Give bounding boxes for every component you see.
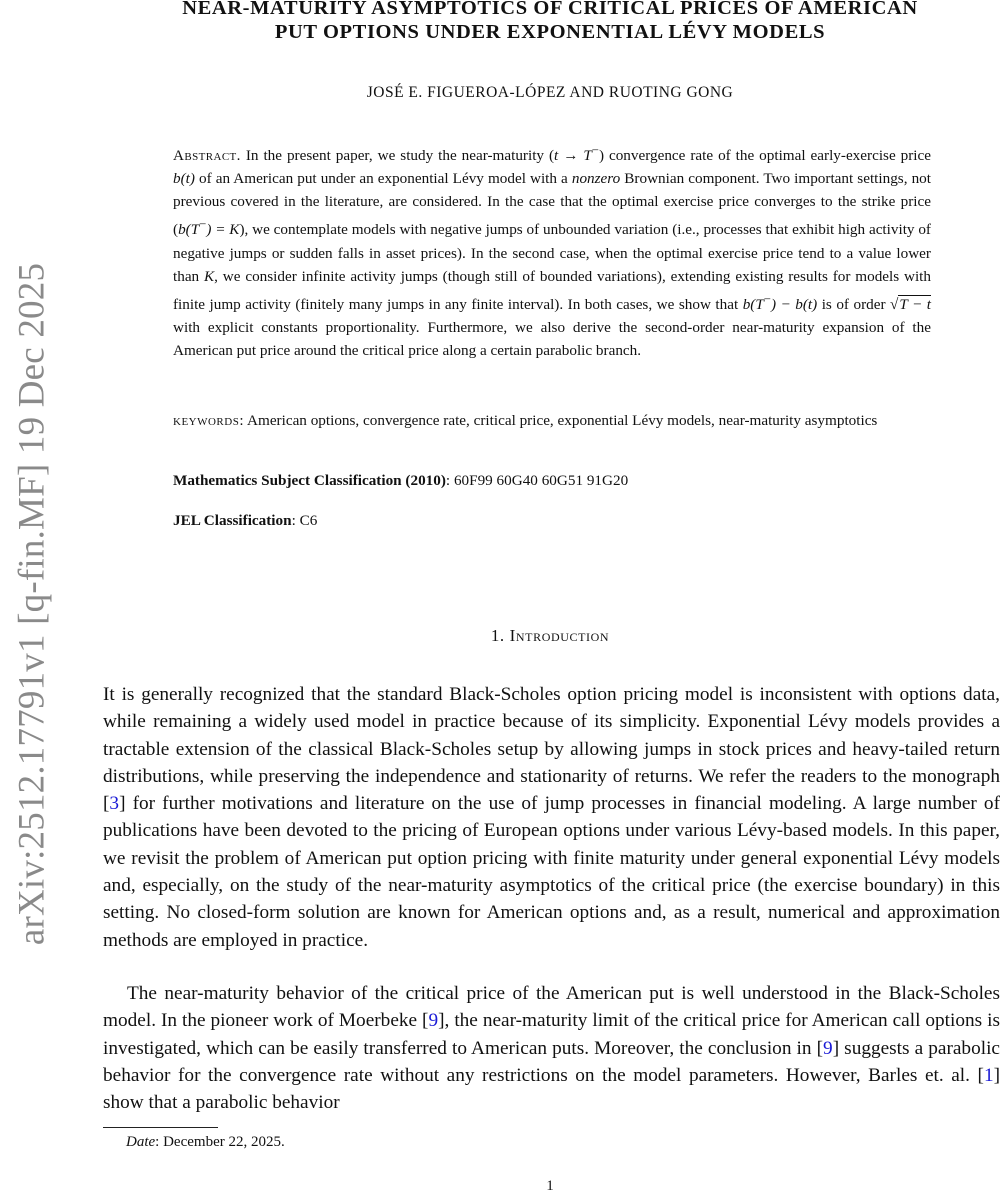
footnote-label: Date <box>126 1134 156 1150</box>
msc-classification <box>173 472 931 490</box>
paragraph-2 <box>103 980 1000 1116</box>
authors: JOSÉ E. FIGUEROA-LÓPEZ AND RUOTING GONG <box>366 84 734 101</box>
jel-value: : C6 <box>291 512 318 529</box>
citation-link[interactable]: 1 <box>983 1064 994 1086</box>
paragraph-text: It is generally recognized that the standard Black-Scholes option pricing model is inconsistent with options data, while remaining a widely used model in practice because of its simplicity. Exponential Lévy models provides a tractable extension of the classical Black-Scholes setup by allowing jumps in stock prices and heavy-tailed return distributions, while preserving the independence and stationarity of returns. We refer the readers to the monograph [ <box>103 684 1000 815</box>
msc-value: : 60F99 60G40 60G51 91G20 <box>445 472 629 489</box>
abstract-heading: Abstract. <box>173 147 241 165</box>
page-number: 1 <box>546 1178 554 1194</box>
title-line-2: PUT OPTIONS UNDER EXPONENTIAL LÉVY MODELS <box>274 21 826 43</box>
abstract-text: with explicit constants proportionality. Furthermore, we also derive the second-order near-maturity expansion of the American put price around the critical price along a certain parabolic branch. <box>173 318 931 359</box>
emphasis: nonzero <box>571 170 621 188</box>
section-heading <box>100 626 1000 646</box>
msc-label: Mathematics Subject Classification (2010) <box>173 472 446 489</box>
paragraph-text: ] show that a parabolic behavior <box>103 1064 1000 1114</box>
paper-title <box>100 0 1000 44</box>
abstract <box>173 139 931 362</box>
paragraph-text: ], the near-maturity limit of the critical price for American call options is investigated, which can be easily transferred to American puts. Moreover, the conclusion in [ <box>103 1010 1000 1059</box>
footnote-value: : December 22, 2025. <box>155 1134 285 1150</box>
abstract-text: of an American put under an exponential Lévy model with a <box>194 170 572 188</box>
math: b(t) <box>173 170 195 188</box>
citation-link[interactable]: 3 <box>109 793 120 815</box>
math: b(T <box>742 295 764 313</box>
math: ) − b(t) <box>770 295 818 313</box>
paragraph-1 <box>103 681 1000 954</box>
footnote-date <box>126 1134 285 1151</box>
math: t → T <box>554 147 592 165</box>
section-title: Introduction <box>509 626 610 645</box>
math: K <box>204 267 215 285</box>
math-sup: − <box>763 291 771 306</box>
jel-label: JEL Classification <box>173 512 292 529</box>
math-sup: − <box>199 217 207 232</box>
math-sqrt: T − t <box>899 295 931 313</box>
paragraph-text: The near-maturity behavior of the critical price of the American put is well understood in the Black-Scholes model. In the pioneer work of Moerbeke [ <box>103 983 1000 1032</box>
citation-link[interactable]: 9 <box>823 1037 833 1059</box>
citation-link[interactable]: 9 <box>428 1010 439 1032</box>
abstract-text: , we consider infinite activity jumps (though still of bounded variations), extending existing results for models with finite jump activity (finitely many jumps in any finite interval). In both cases, we show that <box>173 267 931 313</box>
abstract-text: ), we contemplate models with negative jumps of unbounded variation (i.e., processes that exhibit high activity of negative jumps or sudden falls in asset prices). In the second case, when the optimal exercise price tend to a value lower than <box>173 221 931 285</box>
keywords-text: American options, convergence rate, critical price, exponential Lévy models, near-maturity asymptotics <box>247 412 878 429</box>
math: ) = K <box>206 221 240 239</box>
keywords-heading: keywords: <box>173 412 245 429</box>
math-sup: − <box>591 143 599 157</box>
abstract-text: is of order √ <box>817 295 899 313</box>
paragraph-text: ] suggests a parabolic behavior for the convergence rate without any restrictions on the model parameters. However, Barles et. al. [ <box>103 1037 1000 1086</box>
title-line-1: NEAR-MATURITY ASYMPTOTICS OF CRITICAL PRICES OF AMERICAN <box>182 0 918 19</box>
footnote-rule <box>103 1127 218 1128</box>
math: b(T <box>178 221 200 239</box>
abstract-text: ) convergence rate of the optimal early-exercise price <box>598 147 931 165</box>
section-number: 1. <box>490 626 505 645</box>
jel-classification <box>173 512 931 530</box>
paragraph-text: ] for further motivations and literature on the use of jump processes in financial modeling. A large number of publications have been devoted to the pricing of European options under various Lévy-based models. In this paper, we revisit the problem of American put option pricing with finite maturity under general exponential Lévy models and, especially, on the study of the near-maturity asymptotics of the critical price (the exercise boundary) in this setting. No closed-form solution are known for American options and, as a result, numerical and approximation methods are employed in practice. <box>103 793 1000 951</box>
keywords <box>173 409 931 432</box>
abstract-text: In the present paper, we study the near-maturity ( <box>245 147 555 165</box>
abstract-text: Brownian component. Two important settings, not previous covered in the literature, are considered. In the case that the optimal exercise price converges to the strike price ( <box>173 170 931 239</box>
arxiv-identifier-stamp: arXiv:2512.17791v1 [q-fin.MF] 19 Dec 2025 <box>11 262 53 946</box>
